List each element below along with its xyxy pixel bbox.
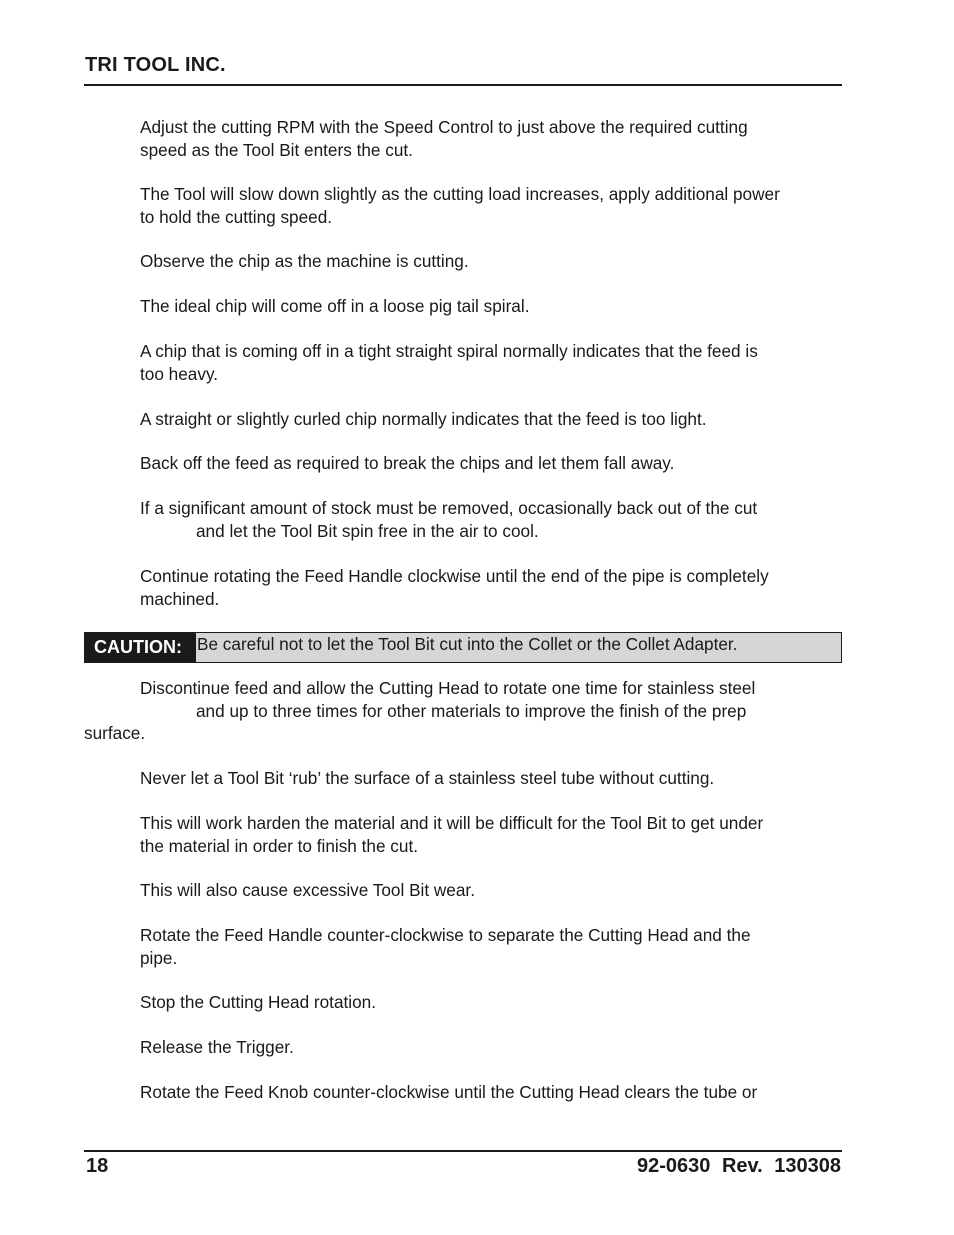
paragraph-line: If a significant amount of stock must be removed, occasionally back out of the cut — [140, 498, 758, 518]
paragraph — [140, 879, 840, 902]
paragraph — [140, 1036, 840, 1059]
paragraph — [140, 116, 840, 161]
paragraph — [140, 408, 840, 431]
paragraph-line: the material in order to finish the cut. — [140, 835, 419, 856]
paragraph-line: Back off the feed as required to break the chips and let them fall away. — [140, 453, 675, 473]
paragraph — [140, 565, 840, 610]
document-number: 92-0630 Rev. 130308 — [636, 1155, 841, 1177]
page-number: 18 — [86, 1155, 109, 1177]
paragraph-line: Rotate the Feed Handle counter-clockwise to separate the Cutting Head and the — [140, 925, 751, 945]
paragraph-line: and let the Tool Bit spin free in the air to cool. — [196, 520, 539, 541]
company-name: TRI TOOL INC. — [85, 54, 226, 76]
paragraph — [84, 677, 840, 745]
paragraph-line: The ideal chip will come off in a loose pig tail spiral. — [140, 296, 530, 316]
paragraph-line: Release the Trigger. — [140, 1037, 294, 1057]
paragraph — [140, 991, 840, 1014]
paragraph — [140, 250, 840, 273]
paragraph-line: Observe the chip as the machine is cutting. — [140, 251, 469, 271]
paragraph — [140, 295, 840, 318]
paragraph-line: This will also cause excessive Tool Bit wear. — [140, 880, 475, 900]
paragraph-line: Continue rotating the Feed Handle clockwise until the end of the pipe is completely — [140, 566, 769, 586]
paragraph-line: pipe. — [140, 947, 178, 968]
paragraph-line: Rotate the Feed Knob counter-clockwise until the Cutting Head clears the tube or — [140, 1082, 758, 1102]
header-rule — [84, 84, 842, 86]
paragraph — [140, 1081, 840, 1104]
paragraph-line: too heavy. — [140, 363, 219, 384]
paragraph-line: A chip that is coming off in a tight straight spiral normally indicates that the feed is — [140, 341, 758, 361]
paragraph-line: The Tool will slow down slightly as the cutting load increases, apply additional power — [140, 184, 780, 204]
paragraph-line: speed as the Tool Bit enters the cut. — [140, 139, 413, 160]
paragraph — [140, 340, 840, 385]
caution-callout — [84, 632, 842, 663]
paragraph-line: Never let a Tool Bit ‘rub’ the surface of a stainless steel tube without cutting. — [140, 768, 715, 788]
paragraph-line: surface. — [84, 723, 146, 743]
paragraph-line: machined. — [140, 588, 220, 609]
paragraph — [140, 924, 840, 969]
paragraph-line: A straight or slightly curled chip normally indicates that the feed is too light. — [140, 409, 707, 429]
paragraph — [140, 767, 840, 790]
paragraph — [140, 812, 840, 857]
caution-text: Be careful not to let the Tool Bit cut into the Collet or the Collet Adapter. — [197, 634, 738, 654]
paragraph-line: Adjust the cutting RPM with the Speed Control to just above the required cutting — [140, 117, 748, 137]
paragraph — [140, 452, 840, 475]
footer-rule — [84, 1150, 842, 1152]
paragraph-line: to hold the cutting speed. — [140, 206, 333, 227]
paragraph — [140, 497, 840, 542]
paragraph-line: and up to three times for other materials to improve the finish of the prep — [196, 700, 747, 721]
paragraph-line: This will work harden the material and it will be difficult for the Tool Bit to get under — [140, 813, 764, 833]
caution-label: CAUTION: — [85, 633, 196, 662]
paragraph — [140, 183, 840, 228]
paragraph-line: Stop the Cutting Head rotation. — [140, 992, 377, 1012]
paragraph-line: Discontinue feed and allow the Cutting Head to rotate one time for stainless steel — [140, 678, 756, 698]
